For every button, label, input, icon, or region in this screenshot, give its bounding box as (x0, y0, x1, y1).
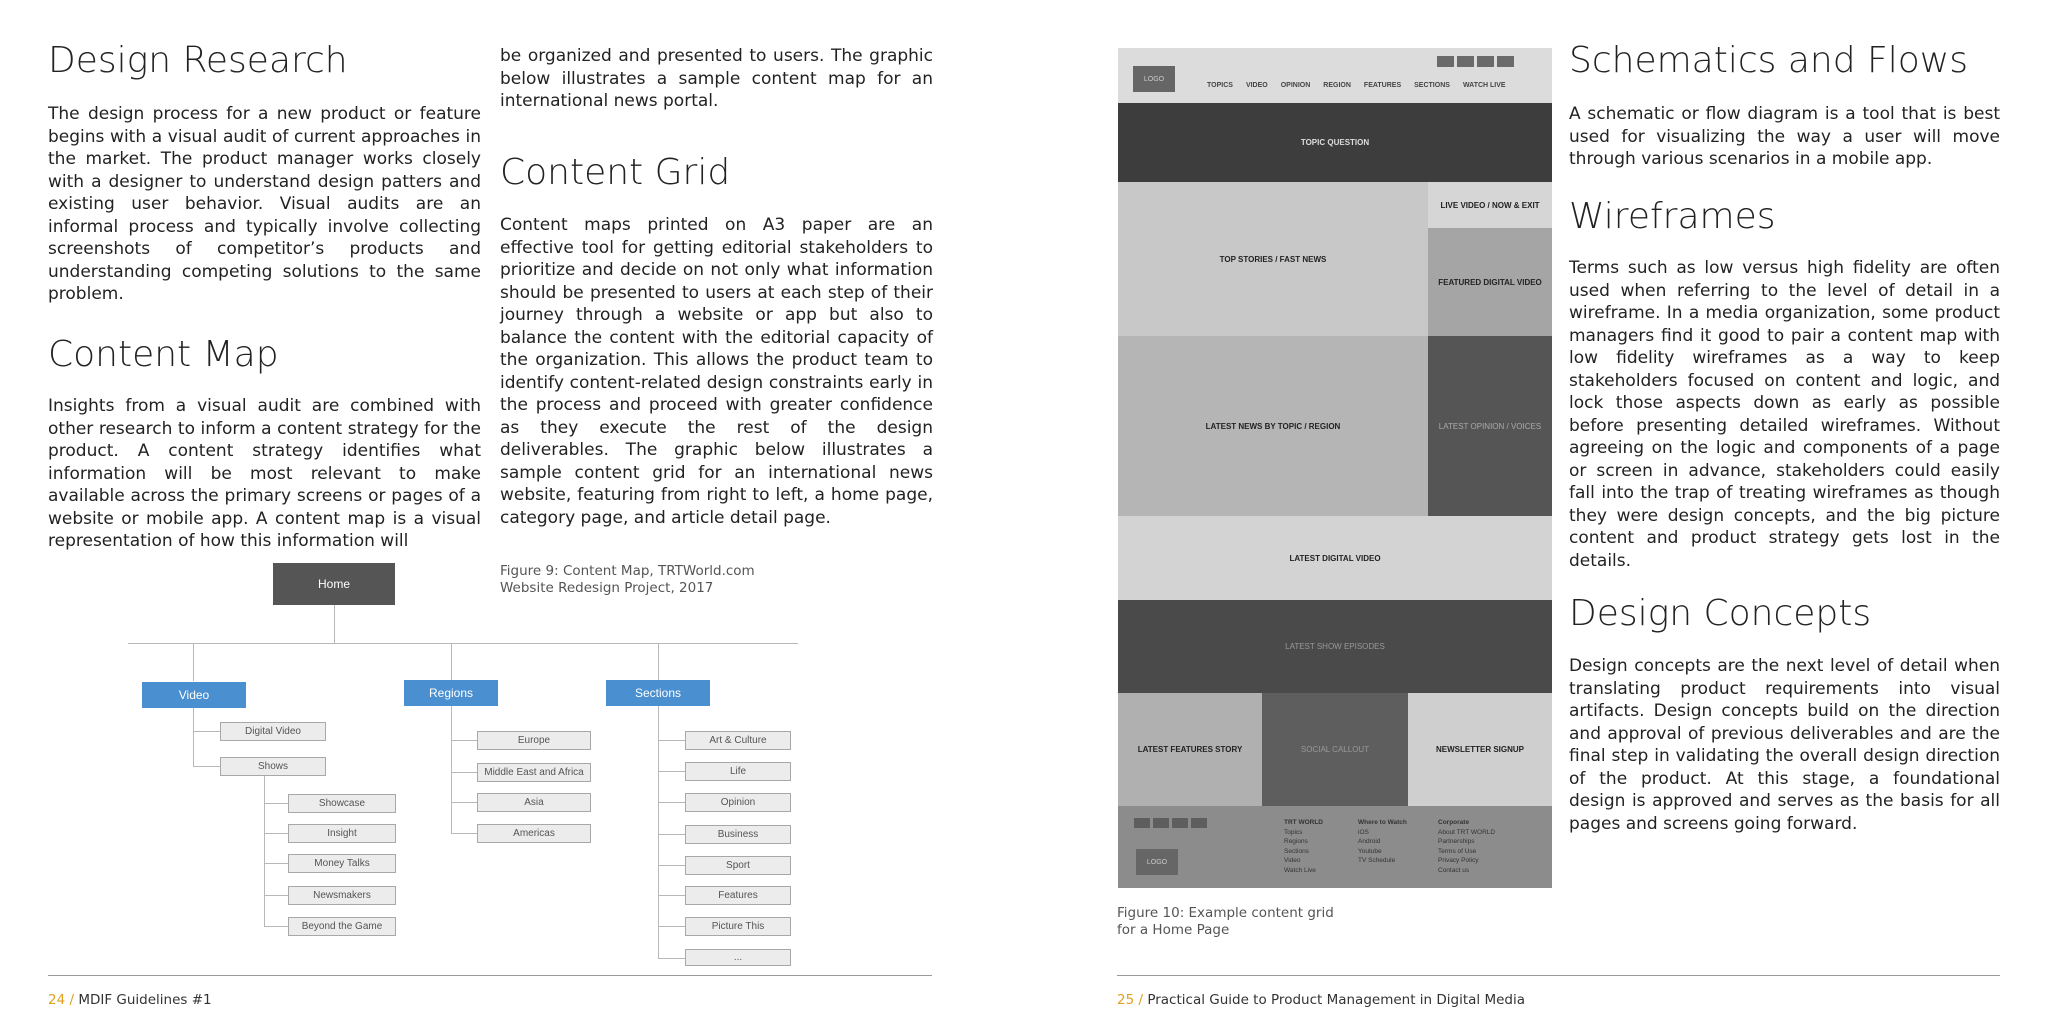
figure-10-caption-line2: for a Home Page (1117, 922, 1230, 938)
cm-shows-item: Newsmakers (288, 886, 396, 905)
figure-9-caption (500, 563, 755, 597)
cm-section-item: Art & Culture (685, 731, 791, 750)
content-map-heading: Content Map (48, 334, 279, 375)
wf-footer-link: Sections (1284, 847, 1309, 855)
wf-latest-features-story: LATEST FEATURES STORY (1118, 693, 1262, 806)
cm-video-node: Video (142, 682, 246, 708)
wireframes-body: Terms such as low versus high fidelity are often used when referring to the level of detail in a wireframe. In a media organization, some product managers find it good to pair a content map with low fidelity wireframes as a way to keep stakeholders focused on content and logic, and lock those aspects down as early as possible before presenting detailed wireframes. Without agreeing on the logic and components of a page or screen in advance, stakeholders could easily fall into the trap of treating wireframes as though they were design concepts, and the big picture content and product strategy gets lost in the details. (1569, 258, 2000, 571)
wf-nav-item: VIDEO (1245, 82, 1268, 89)
wf-footer-link: About TRT WORLD (1438, 828, 1496, 836)
wf-footer-link: Youtube (1358, 847, 1382, 855)
cm-section-item: Features (685, 886, 791, 905)
right-footer-rule (1117, 975, 2000, 976)
wf-nav (1207, 82, 1506, 89)
wf-latest-opinion: LATEST OPINION / VOICES (1428, 336, 1552, 516)
cm-shows-item: Showcase (288, 794, 396, 813)
cm-region-item: Middle East and Africa (477, 763, 591, 782)
wf-latest-news: LATEST NEWS BY TOPIC / REGION (1118, 336, 1428, 516)
cm-section-item: Life (685, 762, 791, 781)
design-research-body: The design process for a new product or feature begins with a visual audit of current approaches in the market. The product manager works closely with a designer to understand design patters and existing user behavior. Visual audits are an informal process and typically involve collecting screenshots of competitor’s products and understanding competing solutions to the same problem. (48, 104, 481, 304)
design-concepts-body: Design concepts are the next level of detail when translating product requirements into visual artifacts. Design concepts build on the direction and approval of previous deliverables and are the final step in validating the overall design direction of the product. At this stage, a foundational design is approved and serves as the basis for all pages and screens going forward. (1569, 656, 2000, 834)
schematics-heading: Schematics and Flows (1569, 40, 1968, 81)
wf-top-stories: TOP STORIES / FAST NEWS (1118, 182, 1428, 336)
wf-live-video: LIVE VIDEO / NOW & EXIT (1428, 182, 1552, 228)
wf-nav-item: FEATURES (1363, 82, 1402, 89)
wf-footer-link: Contact us (1438, 866, 1470, 874)
wf-topic-question: TOPIC QUESTION (1118, 103, 1552, 182)
wf-footer-link: Topics (1284, 828, 1303, 836)
cm-region-item: Asia (477, 793, 591, 812)
wf-footer-link: iOS (1358, 828, 1369, 836)
cm-region-item: Americas (477, 824, 591, 843)
wf-footer-link: TV Schedule (1358, 857, 1396, 864)
wf-footer-link: Android (1358, 838, 1381, 845)
right-page-number: 25 / (1117, 992, 1144, 1008)
wf-latest-show-episodes: LATEST SHOW EPISODES (1118, 600, 1552, 693)
left-footer-text: MDIF Guidelines #1 (74, 992, 212, 1008)
cm-section-item: Picture This (685, 917, 791, 936)
wf-footer-col2 (1358, 818, 1407, 866)
wf-footer-link: Watch Live (1284, 866, 1316, 874)
figure-10-caption (1117, 905, 1334, 939)
wf-footer-link: Regions (1284, 838, 1308, 845)
wf-footer-logo: LOGO (1136, 849, 1178, 875)
wf-footer-col1-title: TRT WORLD (1284, 819, 1323, 826)
wf-nav-item: WATCH LIVE (1462, 82, 1506, 89)
wf-logo: LOGO (1133, 66, 1175, 92)
wf-footer-col3 (1438, 818, 1495, 875)
schematics-body: A schematic or flow diagram is a tool that is best used for visualizing the way a user will move through various scenarios in a mobile app. (1569, 104, 2000, 169)
right-footer (1117, 992, 1525, 1008)
cm-shows-item: Beyond the Game (288, 917, 396, 936)
right-footer-text: Practical Guide to Product Management in Digital Media (1143, 992, 1526, 1008)
cm-shows-item: Insight (288, 824, 396, 843)
wireframes-heading: Wireframes (1569, 196, 1776, 237)
content-grid-body: Content maps printed on A3 paper are an effective tool for getting editorial stakeholders to prioritize and decide on not only what information should be presented to users at each step of their journey through a website or app but also to balance the content with the editorial capacity of the organization. This allows the product team to identify content-related design constraints early in the process and proceed with greater confidence as they execute the rest of the design deliverables. The graphic below illustrates a sample content grid for an international news website, featuring from right to left, a home page, category page, and article detail page. (500, 215, 933, 528)
cm-section-item: ... (685, 949, 791, 966)
figure-9-caption-line1: Figure 9: Content Map, TRTWorld.com (500, 563, 755, 579)
cm-region-item: Europe (477, 731, 591, 750)
wf-social-callout: SOCIAL CALLOUT (1262, 693, 1408, 806)
wf-nav-item: OPINION (1280, 82, 1311, 89)
content-map-body-continued: be organized and presented to users. The graphic below illustrates a sample content map for an international news portal. (500, 46, 933, 111)
wf-nav-item: SECTIONS (1414, 82, 1450, 89)
content-grid-heading: Content Grid (500, 152, 731, 193)
design-concepts-heading: Design Concepts (1569, 593, 1872, 634)
wf-footer-link: Terms of Use (1438, 847, 1477, 855)
wf-footer-col1 (1284, 818, 1323, 875)
content-map-body: Insights from a visual audit are combined with other research to inform a content strategy for the product. A content strategy identifies what information will be most relevant to make available across the primary screens or pages of a website or mobile app. A content map is a visual representation of how this information will (48, 396, 481, 551)
wf-footer-link: Video (1284, 857, 1301, 864)
left-page-number: 24 / (48, 992, 75, 1008)
cm-regions-node: Regions (404, 680, 498, 706)
left-footer-rule (48, 975, 932, 976)
wf-featured-digital-video: FEATURED DIGITAL VIDEO (1428, 228, 1552, 336)
cm-home-node: Home (273, 563, 395, 605)
wf-footer-link: Privacy Policy (1438, 857, 1479, 864)
figure-9-caption-line2: Website Redesign Project, 2017 (500, 580, 714, 596)
cm-digital-video-node: Digital Video (220, 722, 326, 741)
wf-footer-link: Partnerships (1438, 838, 1475, 845)
cm-sections-node: Sections (606, 680, 710, 706)
cm-section-item: Business (685, 825, 791, 844)
left-footer (48, 992, 212, 1008)
cm-section-item: Opinion (685, 793, 791, 812)
cm-shows-node: Shows (220, 757, 326, 776)
wf-newsletter-signup: NEWSLETTER SIGNUP (1408, 693, 1552, 806)
cm-section-item: Sport (685, 856, 791, 875)
cm-shows-item: Money Talks (288, 854, 396, 873)
wf-latest-digital-video: LATEST DIGITAL VIDEO (1118, 516, 1552, 600)
wf-footer-col2-title: Where to Watch (1358, 819, 1407, 826)
design-research-heading: Design Research (48, 40, 348, 81)
wf-nav-item: TOPICS (1207, 82, 1233, 89)
wf-nav-item: REGION (1323, 82, 1351, 89)
wf-footer-col3-title: Corporate (1438, 819, 1470, 826)
figure-10-caption-line1: Figure 10: Example content grid (1117, 905, 1334, 921)
